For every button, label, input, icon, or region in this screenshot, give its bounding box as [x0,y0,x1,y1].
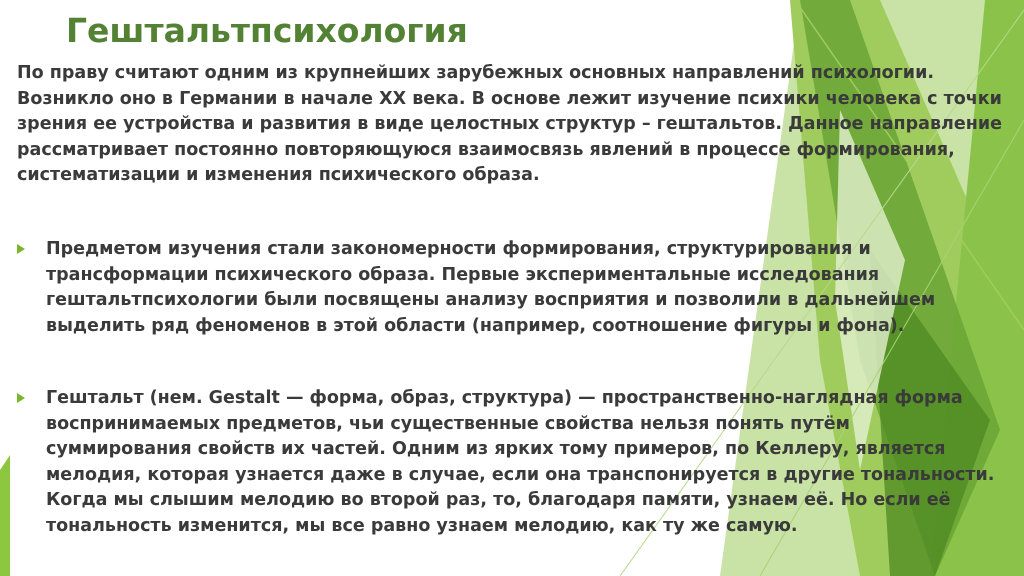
bullet-text [46,386,994,539]
bullet-line: Предметом изучения стали закономерности формирования, структурирования и [46,239,871,259]
bullet-line: трансформации психического образа. Первые экспериментальные исследования [46,264,880,285]
bullet-line: Гештальт (нем. Gestalt — форма, образ, структура) — пространственно-наглядная форма [46,388,963,408]
bullet-text [46,237,935,339]
bullet-line: тональность изменится, мы все равно узнаем мелодию, как ту же самую. [46,515,798,536]
slide-title: Гештальтпсихология [66,11,468,50]
bullet-line: гештальтпсихологии были посвящены анализу восприятия и позволили в дальнейшем [46,290,936,310]
intro-paragraph [17,61,1024,189]
left-edge-strip [0,455,10,576]
bullet-line: мелодия, которая узнается даже в случае, если она транспонируется в другие тональности. [46,464,995,485]
bullet-arrow-icon [17,244,25,254]
bullet-line: выделить ряд феноменов в этой области (например, соотношение фигуры и фона). [46,315,905,336]
intro-line: систематизации и изменения психического образа. [17,165,540,185]
intro-line: рассматривает постоянно повторяющуюся взаимосвязь явлений в процессе формирования, [17,139,955,160]
bullet-line: Когда мы слышим мелодию во второй раз, то, благодаря памяти, узнаем её. Но если её [46,490,951,510]
bullet-line: суммирования свойств их частей. Одним из ярких тому примеров, по Келлеру, является [46,439,946,459]
bullet-line: воспринимаемых предметов, чьи существенные свойства нельзя понять путём [46,413,850,434]
bullet-arrow-icon [17,393,25,403]
intro-line: По праву считают одним из крупнейших зарубежных основных направлений психологии. [17,63,934,83]
intro-line: Возникло оно в Германии в начале XX века. В основе лежит изучение психики человека с точки [17,88,1002,109]
intro-line: зрения ее устройства и развития в виде целостных структур – гештальтов. Данное направление [17,114,1002,134]
